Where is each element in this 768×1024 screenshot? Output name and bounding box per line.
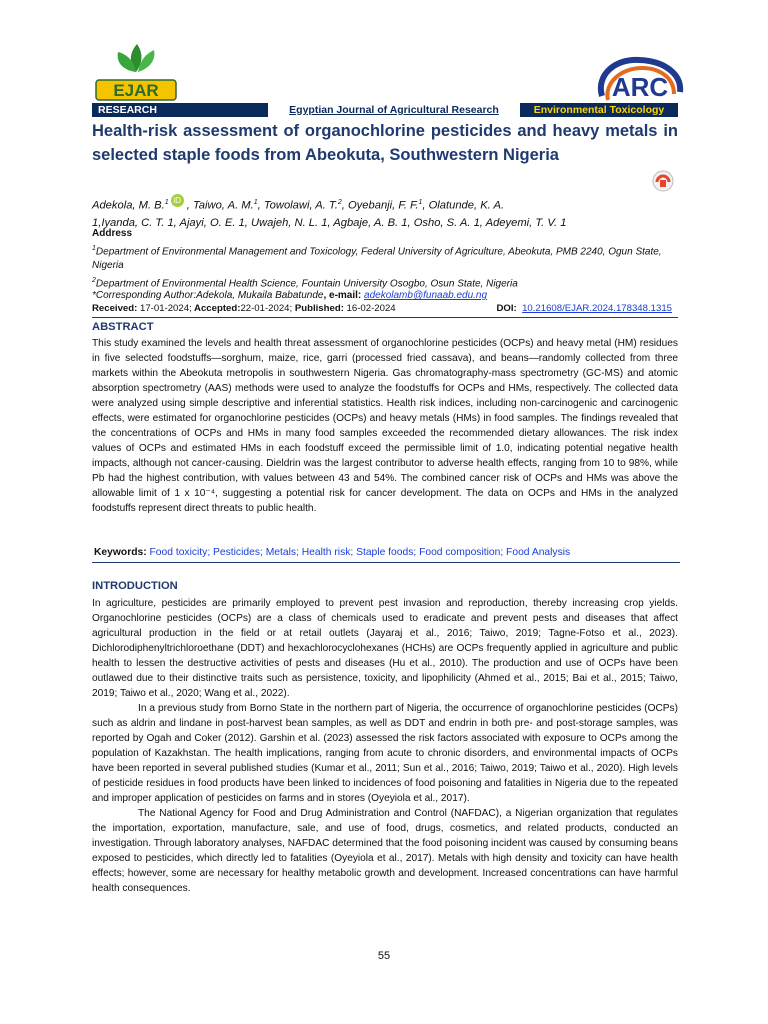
check-for-updates-icon[interactable] (652, 170, 674, 192)
intro-paragraph-2: In a previous study from Borno State in the northern part of Nigeria, the occurrence of organochlorine pesticides (OCPs) such as aldrin and lindane in post-harvest bean samples, as well as DDT and endrin in both pre- and post-storage samples, was reported by Ogah and Coker (2012). Garshin et al. (2023) assessed the risk factors associated with exposure to OCPs among the population of Kazakhstan. The health implications, ranging from acute to chronic disorders, and environmental impacts of OCPs have been reported in several published studies (Kumar et al., 2011; Sun et al., 2016; Taiwo, 2019; Taiwo et al., 2020). High levels of pesticide residues in food products have been linked to incidences of food poisoning and fatalities in Nigeria due to the repeated and improper application of pesticides on farms and in stores (Oyeyiola et al., 2017). (92, 703, 678, 804)
doi: DOI: 10.21608/EJAR.2024.178348.1315 (496, 303, 672, 314)
address-heading: Address (92, 228, 133, 239)
author-list: Adekola, M. B.$^1$ iD , Taiwo, A. M.$^1$, Towolawi, A. T.$^2$, Oyebanji, F. F.$^1$, Olatunde, K. A. 1,Iyanda, C. T. 1, Ajayi, O. E. 1, Uwajeh, N. L. 1, Agbaje, A. B. 1, Osho, S. A. 1, Adeyemi, T. V. 1 (92, 194, 678, 232)
arc-logo-text: ARC (611, 72, 669, 102)
author-name: , Olatunde, K. A. (422, 199, 505, 212)
publication-dates: Received: 17-01-2024; Accepted:22-01-2024; Published: 16-02-2024 DOI: 10.21608/EJAR.2024.178348.1315 (92, 302, 678, 318)
introduction-heading: INTRODUCTION (92, 580, 178, 592)
abstract-heading: ABSTRACT (92, 321, 154, 333)
journal-header-bar (92, 103, 678, 117)
author-line-2: 1,Iyanda, C. T. 1, Ajayi, O. E. 1, Uwajeh, N. L. 1, Agbaje, A. B. 1, Osho, S. A. 1, Adeyemi, T. V. 1 (92, 216, 567, 229)
author-name: , Towolawi, A. T. (257, 199, 338, 212)
affiliation-1: $^1$Department of Environmental Management and Toxicology, Federal University of Agriculture, Abeokuta, PMB 2240, Ogun State, Nigeria (92, 245, 662, 271)
keyword-list: Food toxicity; Pesticides; Metals; Health risk; Staple foods; Food composition; Food Analysis (146, 547, 571, 558)
author-name: , Taiwo, A. M. (186, 199, 254, 212)
ejar-logo-text: EJAR (113, 81, 159, 100)
journal-name-link[interactable]: Egyptian Journal of Agricultural Research (268, 103, 520, 117)
ejar-logo (92, 40, 182, 102)
corresponding-author: *Corresponding Author:Adekola, Mukaila Babatunde, e-mail: adekolamb@funaab.edu.ng (92, 290, 488, 301)
author-name: , Oyebanji, F. F. (341, 199, 419, 212)
author-name: Adekola, M. B. (92, 199, 165, 212)
intro-paragraph-1: In agriculture, pesticides are primarily employed to prevent pest invasion and reproduction, thereby increasing crop yields. Organochlorine pesticides (OCPs) are a class of chemicals used to eradicate and prevent pests and diseases that affect agricultural production in the field or at retail outlets (Jayaraj et al., 2016; Taiwo, 2019; Tagne-Fotso et al., 2023). Dichlorodiphenyltrichloroethane (DDT) and hexachlorocyclohexanes (HCHs) are OCPs frequently applied in agriculture and public health to lessen the destructive activities of pests and diseases (Hu et al., 2010). The production and use of OCPs have been outlawed due to their distinctive traits such as persistence, toxicity, and lipophilicity (Ahmed et al., 2015; Bai et al., 2015; Taiwo, 2019; Taiwo et al., 2020; Wang et al., 2022). (92, 598, 678, 699)
keywords: Keywords: Food toxicity; Pesticides; Metals; Health risk; Staple foods; Food composition; Food Analysis (92, 545, 680, 563)
email-link[interactable]: adekolamb@funaab.edu.ng (364, 290, 488, 301)
page-number: 55 (377, 950, 391, 962)
introduction-body (92, 596, 678, 896)
section-label: RESEARCH (92, 103, 268, 117)
arc-logo (594, 56, 686, 104)
affiliation-2: $^2$Department of Environmental Health Science, Fountain University Osogbo, Osun State, Nigeria (92, 277, 518, 290)
orcid-icon[interactable]: iD (171, 194, 184, 207)
abstract-text: This study examined the levels and health threat assessment of organochlorine pesticides (OCPs) and heavy metal (HM) residues in five selected foodstuffs—sorghum, maize, rice, garri (processed fried cassava), and beans—randomly collected from three markets within the Abeokuta metropolis in southwestern Nigeria. Gas chromatography-mass spectrometry (GC-MS) and atomic absorption spectrometry (AAS) methods were used to analyze the foodstuffs for OCPs and HMs, respectively. The collected data were analyzed using simple descriptive and inferential statistics. Health risk indices, including non-carcinogenic and carcinogenic effects, were estimated for organochlorine pesticides (OCPs) and heavy metals (HMs) in food samples. The findings revealed that the concentrations of OCPs and HMs in many food samples exceeded the recommended dietary allowances. The risk index values of OCPs and estimated HMs in each foodstuff exceed the permissible limit of 1.0, indicating potential negative health impacts, although not cancer-causing. Dieldrin was the largest contributor to adverse health effects, ranging from 10 to 98%, while Pb had the highest contribution, with values between 43 and 54%. The combined cancer risk of OCPs and HMs was above the allowable limit of 1 x 10⁻⁴, suggesting a potential risk for cancer development. The data on OCPs and HMs in the analyzed foodstuffs represent direct threats to public health. (92, 338, 678, 514)
article-title: Health-risk assessment of organochlorine pesticides and heavy metals in selected staple foods from Abeokuta, Southwestern Nigeria (92, 122, 678, 164)
doi-link[interactable]: 10.21608/EJAR.2024.178348.1315 (522, 303, 672, 314)
topic-label: Environmental Toxicology (520, 103, 678, 117)
intro-paragraph-3: The National Agency for Food and Drug Administration and Control (NAFDAC), a Nigerian organization that regulates the importation, exportation, manufacture, sale, and use of food, drugs, cosmetics, and related products, conducted an investigation. Through laboratory analyses, NAFDAC determined that the food poisoning incident was caused by consuming beans exposed to pesticides, which directly led to fatalities (Oyeyiola et al., 2017). Metals with high density and toxicity can have health effects; however, some are necessary for healthy metabolic growth and development. Increased concentrations can have harmful health consequences. (92, 808, 678, 894)
